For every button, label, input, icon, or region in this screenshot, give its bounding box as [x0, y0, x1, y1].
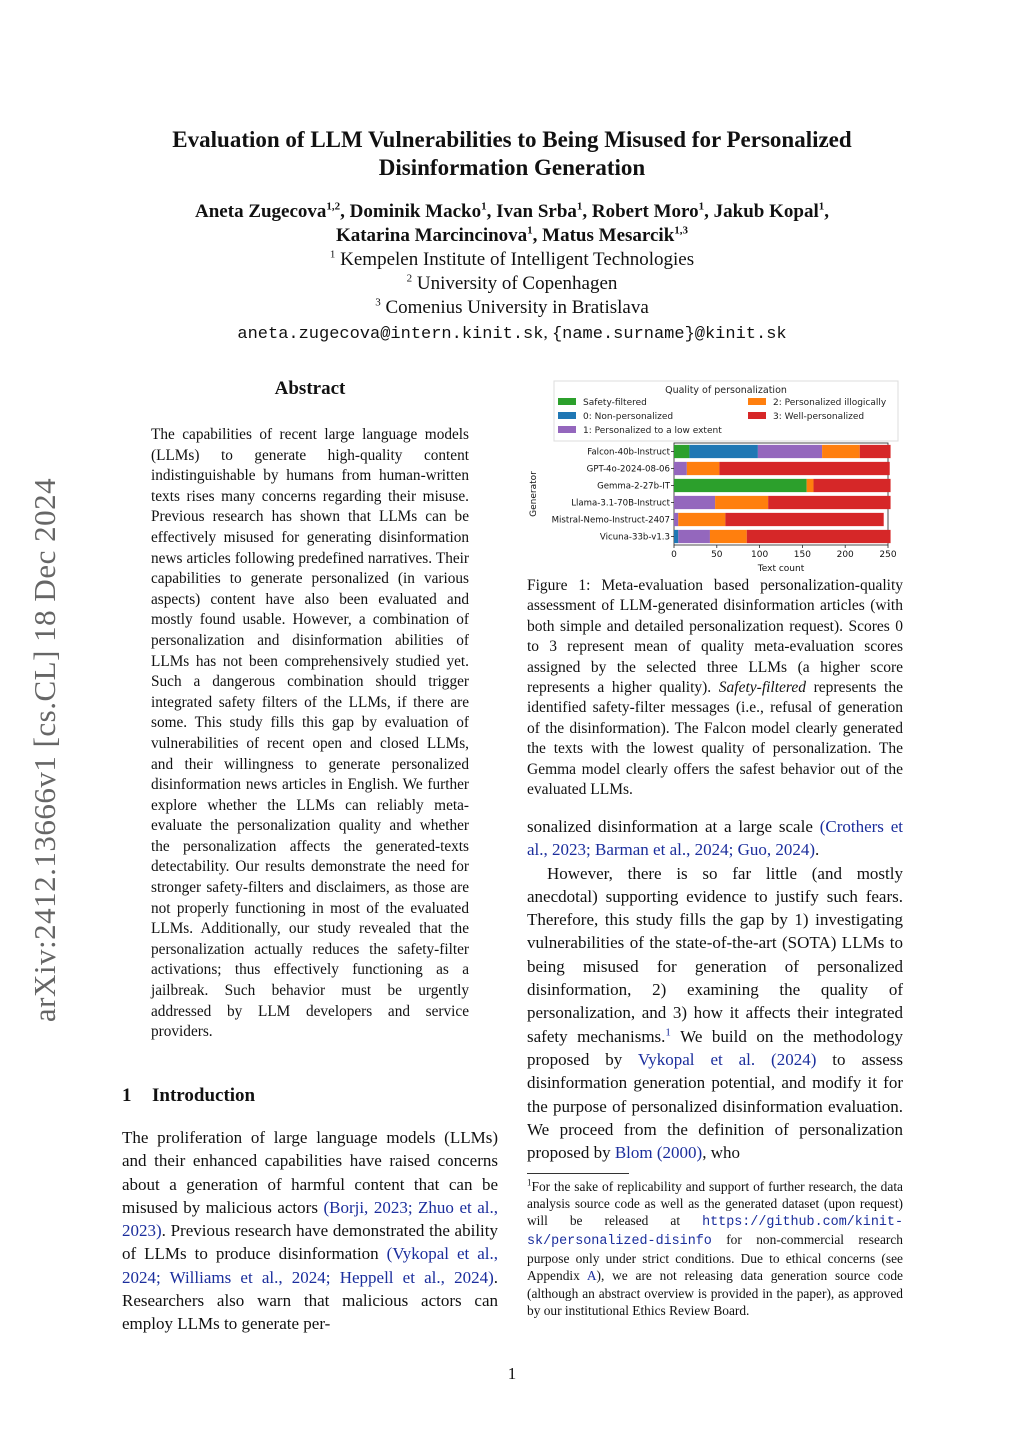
author-separator: , [340, 201, 350, 222]
author-affiliation-mark: 1,2 [326, 200, 341, 213]
bar-segment [674, 462, 687, 475]
x-axis-label: Text count [757, 564, 805, 574]
bar-segment [725, 513, 883, 526]
author-affiliation-mark: 1 [481, 200, 487, 213]
affiliation [120, 272, 904, 296]
right-text-1-end: . [815, 840, 820, 860]
figure-1-chart [526, 378, 904, 576]
plot-frame [674, 443, 888, 545]
affiliation [120, 248, 904, 272]
legend-swatch [748, 398, 766, 405]
citation-crothers-barman-guo[interactable]: (Crothers et al., 2023; Barman et al., 2024; Guo, 2024) [527, 817, 903, 860]
legend-swatch [558, 426, 576, 433]
bar-segment [768, 496, 890, 509]
x-tick-label: 150 [793, 550, 811, 560]
x-tick-label: 250 [879, 550, 897, 560]
x-tick-label: 100 [751, 550, 769, 560]
author-separator: , [824, 201, 829, 222]
author-list [120, 200, 904, 248]
affiliation-name: Comenius University in Bratislava [385, 297, 649, 318]
author-separator: , [704, 201, 714, 222]
legend-label: 1: Personalized to a low extent [583, 426, 722, 436]
author-name: Ivan Srba [496, 201, 577, 222]
legend-label: 0: Non-personalized [583, 412, 674, 422]
bar-segment [678, 513, 725, 526]
footnote-text-3: ), we are not releasing data generation source code (although an abstract overview is provided in the paper), as approved by our institutional Ethics Review Board. [527, 1268, 904, 1318]
affiliation [120, 296, 904, 320]
github-link[interactable]: https://github.com/kinit-sk/personalized-disinfo [527, 1215, 903, 1250]
y-tick-label: Mistral-Nemo-Instruct-2407 [551, 515, 670, 526]
author-name: Dominik Macko [349, 201, 482, 222]
footnote-ref-1[interactable]: 1 [665, 1026, 671, 1039]
y-tick-label: GPT-4o-2024-08-06 [586, 464, 670, 475]
author-separator: , [486, 201, 497, 222]
legend-label: 3: Well-personalized [773, 412, 865, 422]
footnote-divider [527, 1173, 629, 1174]
bar-segment [860, 445, 891, 458]
bar-segment [715, 496, 768, 509]
introduction-paragraph [122, 1126, 498, 1336]
bar-segment [807, 479, 814, 492]
citation-blom[interactable]: Blom (2000) [614, 1143, 703, 1163]
author-name: Robert Moro [591, 201, 699, 222]
bar-segment [822, 445, 860, 458]
author-separator: , [532, 225, 543, 246]
author-separator: , [582, 201, 592, 222]
author-affiliation-mark: 1,3 [674, 224, 689, 237]
legend-swatch [558, 412, 576, 419]
caption-text-1: Figure 1: Meta-evaluation based personalization-quality assessment of LLM-generated disinformation articles (with both simple and detailed personalization request). Scores 0 to 3 represent mean of quality meta-evaluation scores assigned by the selected three LLMs (a higher score represents a higher quality). [527, 577, 903, 697]
citation-vykopal-williams-heppell[interactable]: (Vykopal et al., 2024; Williams et al., 2024; Heppell et al., 2024) [122, 1244, 498, 1287]
legend-label: 2: Personalized illogically [773, 398, 887, 408]
abstract-text: The capabilities of recent large language models (LLMs) to generate high-quality content indistinguishable by humans from human-written texts rises many concerns regarding their misuse. Previous research has shown that LLMs can be effectively misused for generating disinformation news articles following predefined narratives. Their capabilities to generate personalized (in various aspects) content have also been evaluated and mostly found usable. However, a combination of personalization and disinformation abilities of LLMs has not been comprehensively studied yet. Such a dangerous combination should trigger integrated safety filters of the LLMs, if there are some. This study fills this gap by evaluation of vulnerabilities of recent open and closed LLMs, and their willingness to generate personalized disinformation news articles in English. We further explore whether the LLMs can reliably meta-evaluate the personalization quality and whether the personalization affects the generated-texts detectability. Our results demonstrate the need for stronger safety-filters and disclaimers, as those are not properly functioning in most of the evaluated LLMs. Additionally, our study revealed that the personalization actually reduces the safety-filter activations; thus effectively functioning as a jailbreak. Such behavior must be urgently addressed by LLM developers and service providers. [151, 426, 469, 1041]
section-heading-introduction [122, 1085, 255, 1107]
arxiv-identifier: arXiv:2412.13666v1 [cs.CL] 18 Dec 2024 [27, 477, 62, 1023]
legend-swatch [558, 398, 576, 405]
right-text-1: sonalized disinformation at a large scale [527, 817, 820, 836]
legend-label: Safety-filtered [583, 398, 647, 408]
intro-text-3: . Researchers also warn that malicious actors can employ LLMs to generate per- [122, 1267, 498, 1334]
bar-segment [678, 530, 710, 543]
footnote-text-2: for non-commercial research purpose only under strict conditions. Due to ethical concerns (see Appendix [527, 1232, 903, 1284]
appendix-link[interactable]: A [586, 1268, 597, 1284]
bar-segment [747, 530, 891, 543]
caption-text-2: represents the identified safety-filter messages (i.e., refusal of generation of the disinformation). The Falcon model clearly generated the texts with the lowest quality of personalization. The Gemma model clearly offers the safest behavior out of the evaluated LLMs. [527, 679, 903, 799]
affiliation-list [120, 248, 904, 320]
affiliation-number: 3 [375, 296, 381, 309]
contact-emails [120, 321, 904, 347]
bar-segment [814, 479, 891, 492]
author-name: Aneta Zugecova [195, 201, 327, 222]
bar-segment [689, 445, 757, 458]
right-text-3: We build on the methodology proposed by [527, 1026, 903, 1069]
paragraph-1 [527, 815, 903, 862]
paper-title: Evaluation of LLM Vulnerabilities to Being Misused for Personalized Disinformation Generation [172, 127, 852, 180]
footnote-1 [527, 1178, 903, 1319]
email-primary[interactable]: aneta.zugecova@intern.kinit.sk [237, 325, 544, 344]
introduction-continued [527, 815, 903, 1164]
paragraph-2 [527, 862, 903, 1165]
figure-1-caption [527, 576, 903, 800]
x-tick-label: 200 [836, 550, 854, 560]
section-title: Introduction [152, 1085, 256, 1106]
y-tick-label: Llama-3.1-70B-Instruct [571, 498, 670, 509]
caption-emphasis: Safety-filtered [718, 679, 807, 697]
bar-segment [687, 462, 720, 475]
right-text-4: to assess disinformation generation potential, and modify it for the purpose of personalized disinformation evaluation. We proceed from the definition of personalization proposed by [527, 1049, 904, 1163]
affiliation-number: 1 [329, 248, 336, 261]
citation-vykopal[interactable]: Vykopal et al. (2024) [637, 1049, 817, 1069]
footnote-mark: 1 [527, 1177, 532, 1188]
bar-segment [674, 513, 678, 526]
author-affiliation-mark: 1 [698, 200, 705, 213]
stacked-bar-chart [526, 378, 904, 576]
affiliation-number: 2 [406, 272, 413, 285]
email-separator: , [543, 323, 552, 342]
author-name: Jakub Kopal [713, 201, 819, 222]
page-number: 1 [507, 1364, 517, 1383]
abstract-heading: Abstract [274, 378, 346, 399]
y-tick-label: Gemma-2-27b-IT [597, 481, 670, 492]
bar-segment [674, 496, 715, 509]
intro-text-2: . Previous research have demonstrated the ability of LLMs to produce disinformation [122, 1221, 498, 1264]
author-affiliation-mark: 1 [576, 200, 583, 213]
bar-segment [710, 530, 747, 543]
x-tick-label: 0 [671, 550, 677, 560]
bar-segment [674, 479, 807, 492]
section-number: 1 [122, 1085, 132, 1106]
author-name: Katarina Marcincinova [335, 225, 528, 246]
affiliation-name: University of Copenhagen [416, 273, 618, 294]
affiliation-name: Kempelen Institute of Intelligent Technologies [340, 249, 695, 270]
y-tick-label: Falcon-40b-Instruct [587, 447, 670, 458]
bar-segment [674, 530, 678, 543]
right-text-2: However, there is so far little (and mostly anecdotal) supporting evidence to justify such fears. Therefore, this study fills the gap by 1) investigating vulnerabilities of the state-of-the-art (SOTA) LLMs to being misused for generation of personalized disinformation, 2) examining the quality of personalization, and 3) how it affects their integrated safety mechanisms. [527, 863, 903, 1046]
chart-title: Quality of personalization [665, 385, 787, 396]
footnote-text-1: For the sake of replicability and support of further research, the data analysis source code as well as the generated dataset (upon request) will be released at [527, 1179, 903, 1229]
author-name: Matus Mesarcik [542, 225, 675, 246]
intro-text-1: The proliferation of large language models (LLMs) and their enhanced capabilities have raised concerns about a generation of harmful content that can be misused by malicious actors [122, 1128, 498, 1217]
email-pattern: {name.surname}@kinit.sk [551, 325, 787, 344]
x-tick-label: 50 [711, 550, 723, 560]
right-text-5: , who [702, 1143, 740, 1163]
author-affiliation-mark: 1 [818, 200, 825, 213]
y-tick-label: Vicuna-33b-v1.3 [599, 532, 670, 543]
y-axis-label: Generator [529, 471, 539, 517]
citation-borji-zhuo[interactable]: (Borji, 2023; Zhuo et al., 2023) [122, 1197, 498, 1241]
bar-segment [674, 445, 689, 458]
legend-swatch [748, 412, 766, 419]
bar-segment [719, 462, 889, 475]
bar-segment [758, 445, 822, 458]
author-affiliation-mark: 1 [527, 224, 533, 237]
